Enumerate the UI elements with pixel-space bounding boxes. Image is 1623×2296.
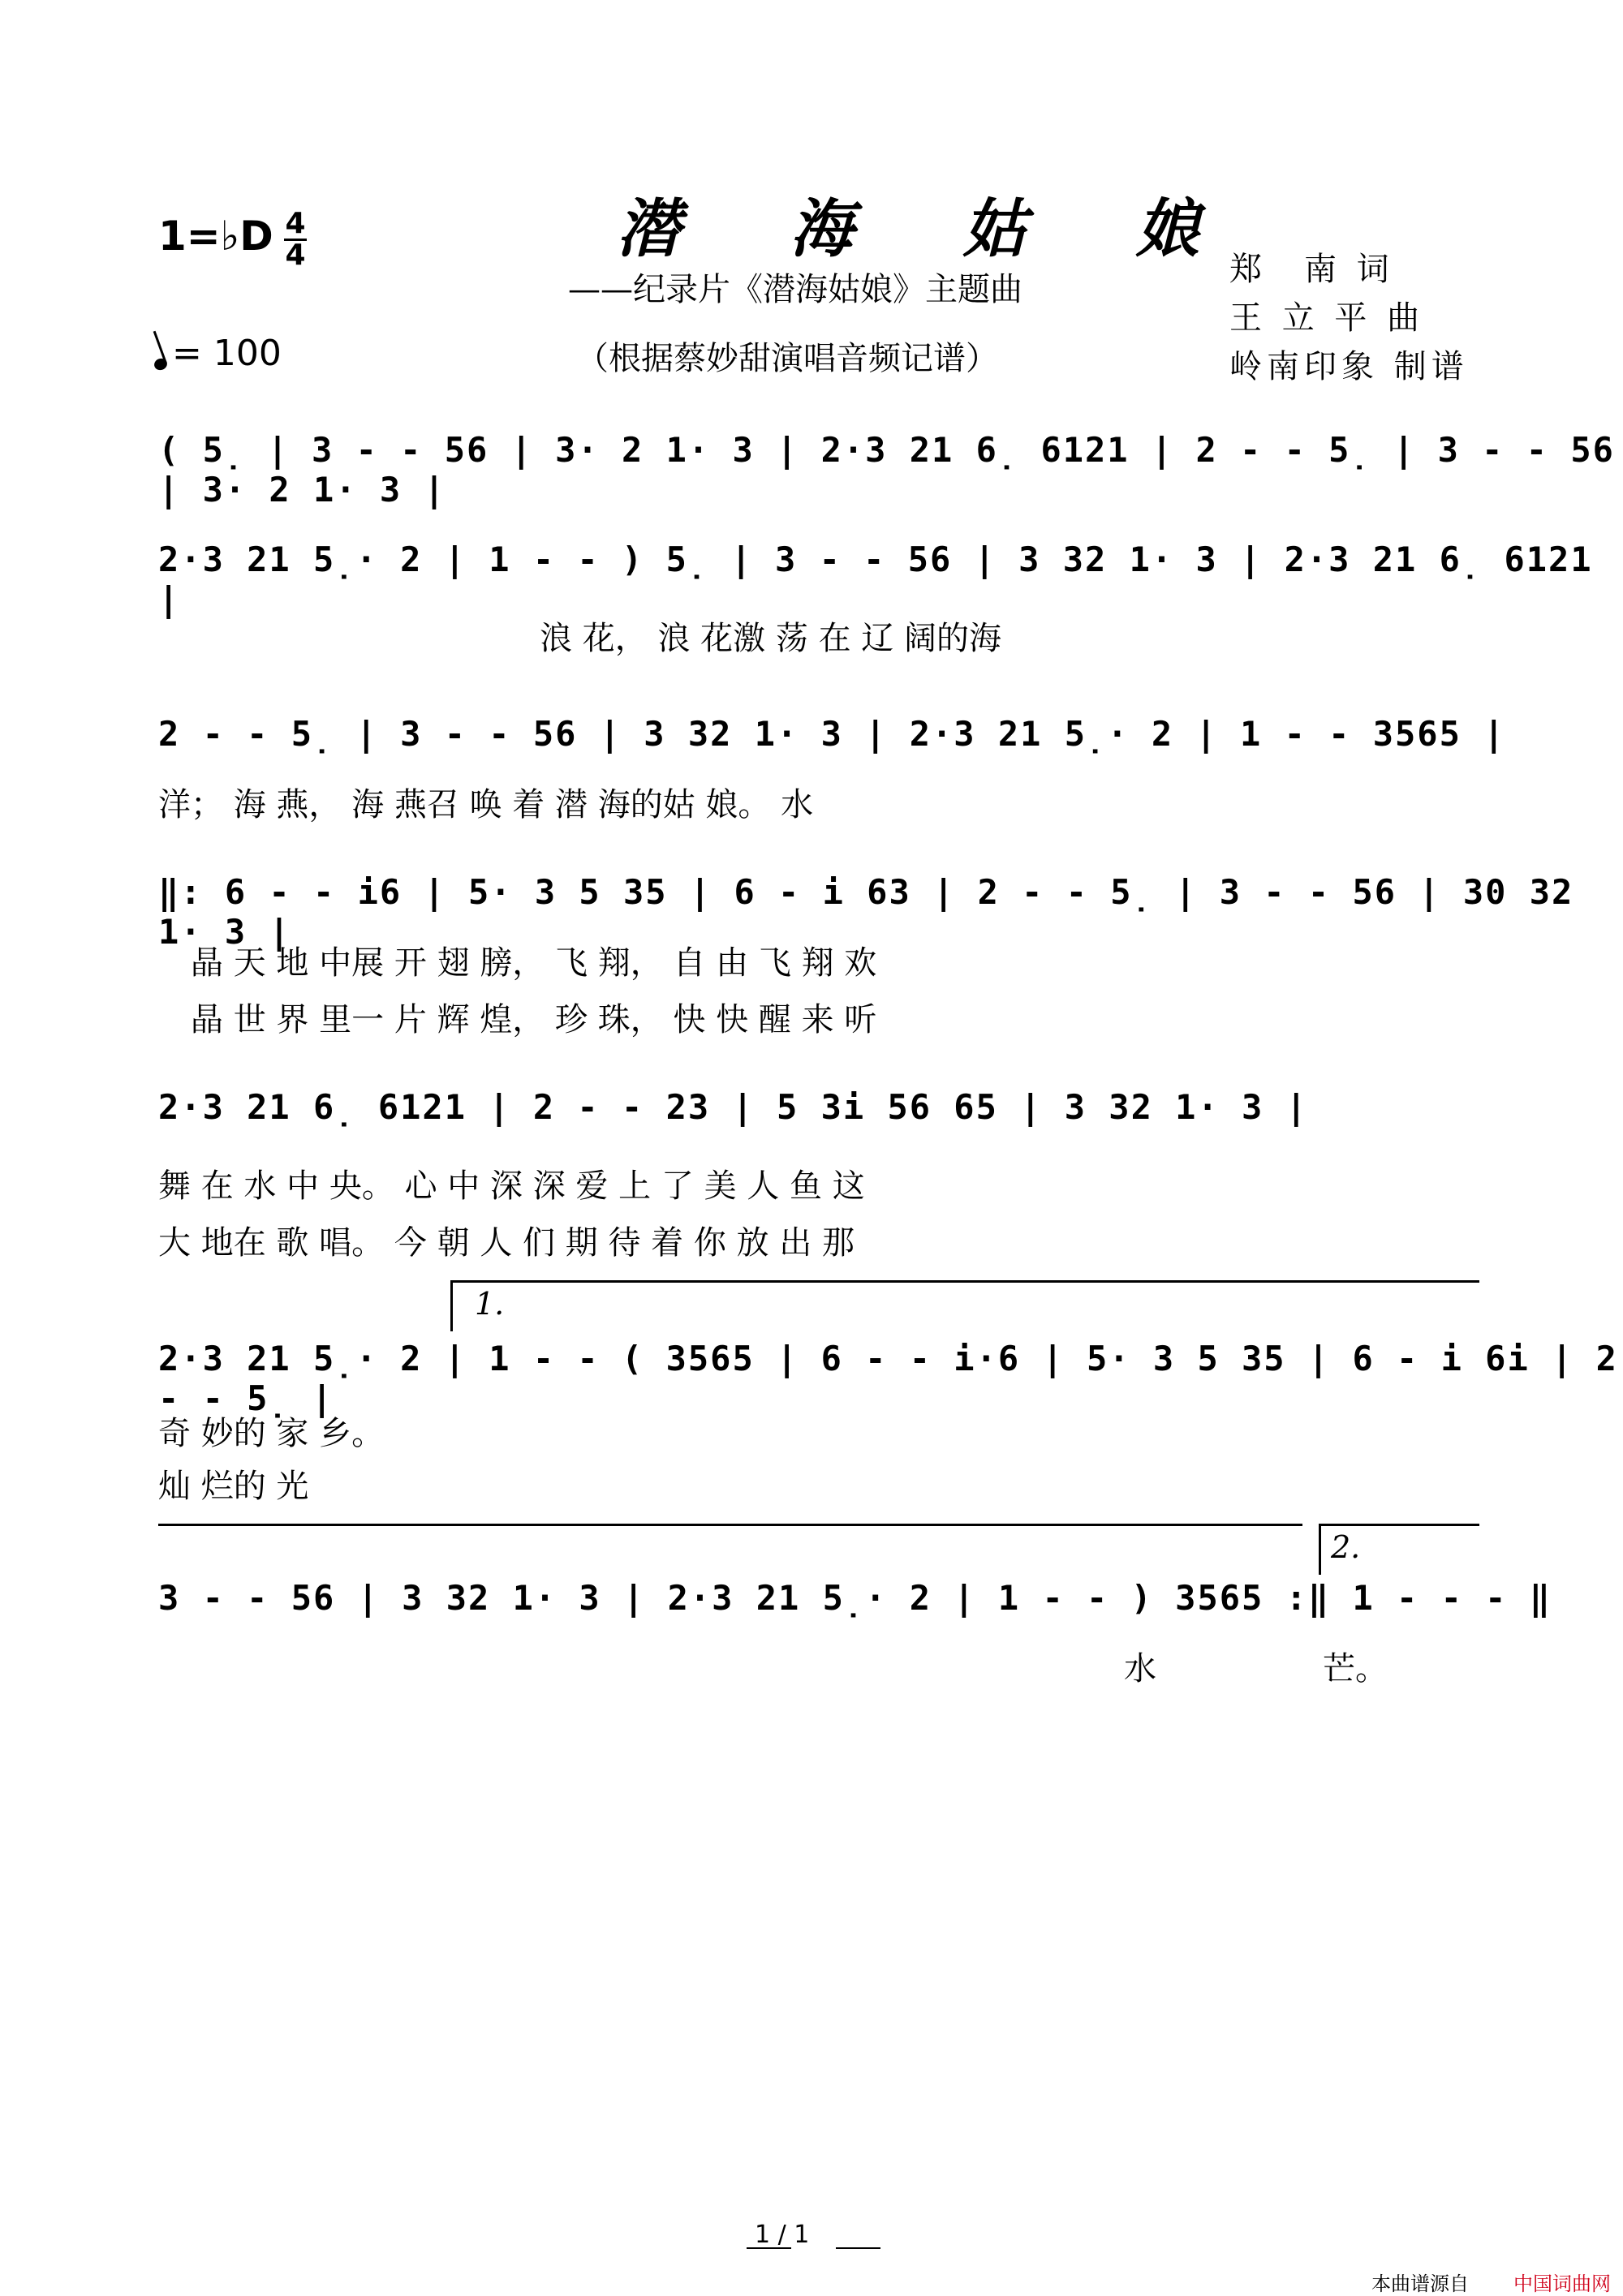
lyric-line-4b: 晶 世 界 里一 片 辉 煌， 珍 珠， 快 快 醒 来 听 bbox=[191, 1001, 877, 1038]
lyric-line-5b: 大 地在 歌 唱。 今 朝 人 们 期 待 着 你 放 出 那 bbox=[158, 1224, 855, 1262]
lyric-line-3: 洋； 海 燕， 海 燕召 唤 着 潜 海的姑 娘。 水 bbox=[158, 786, 814, 823]
staff-line-5: 2·3 21 6̣ 6121 | 2 - - 23 | 5 3i 56 65 | 3 32 1· 3 | bbox=[158, 1087, 1308, 1127]
time-signature-bottom: 4 bbox=[285, 239, 306, 272]
quarter-note-icon bbox=[153, 357, 169, 372]
staff-line-3: 2 - - 5̣ | 3 - - 56 | 3 32 1· 3 | 2·3 21 5̣· 2 | 1 - - 3565 | bbox=[158, 714, 1506, 754]
brand-link[interactable]: 中国词曲网 bbox=[1513, 2272, 1611, 2295]
lyric-line-5a: 舞 在 水 中 央。 心 中 深 深 爱 上 了 美 人 鱼 这 bbox=[158, 1167, 865, 1205]
staff-line-7: 3 - - 56 | 3 32 1· 3 | 2·3 21 5̣· 2 | 1 - - ) 3565 :‖ 1 - - - ‖ bbox=[158, 1578, 1552, 1618]
lyric-line-4a: 晶 天 地 中展 开 翅 膀， 飞 翔， 自 由 飞 翔 欢 bbox=[191, 944, 877, 982]
tempo-value: = 100 bbox=[172, 333, 282, 374]
staff-line-6: 2·3 21 5̣· 2 | 1 - - ( 3565 | 6 - - i·6 | 5· 3 5 35 | 6 - i 6i | 2̇ - - 5̣ | bbox=[158, 1339, 1618, 1418]
time-signature bbox=[284, 209, 307, 270]
first-ending-continuation bbox=[158, 1524, 1302, 1526]
staff-line-4: ‖: 6 - - i6 | 5· 3 5 35 | 6 - i 63 | 2 - - 5̣ | 3 - - 56 | 30 32 1· 3 | bbox=[158, 872, 1574, 952]
lyric-line-6a: 奇 妙的 家 乡。 bbox=[158, 1415, 385, 1452]
composer-credit: 王 立 平 曲 bbox=[1229, 299, 1425, 337]
page-title: 潜 海 姑 娘 bbox=[617, 192, 1243, 266]
lyric-line-7b: 芒。 bbox=[1323, 1650, 1388, 1688]
first-ending-label: 1. bbox=[475, 1286, 505, 1322]
staff-line-1: ( 5̣ | 3 - - 56 | 3· 2 1· 3 | 2·3 21 6̣ 6121 | 2 - - 5̣ | 3 - - 56 | 3· 2 1· 3 | bbox=[158, 430, 1615, 510]
key-signature: 1=♭D bbox=[158, 213, 273, 260]
staff-line-2: 2·3 21 5̣· 2 | 1 - - ) 5̣ | 3 - - 56 | 3 32 1· 3 | 2·3 21 6̣ 6121 | bbox=[158, 540, 1593, 619]
source-label: 本曲谱源自 bbox=[1371, 2272, 1469, 2295]
subtitle: ——纪录片《潜海姑娘》主题曲 bbox=[568, 271, 1022, 308]
lyric-line-6b: 灿 烂的 光 bbox=[158, 1468, 309, 1505]
page-number-line-right bbox=[836, 2247, 880, 2249]
transcription-note: （根据蔡妙甜演唱音频记谱） bbox=[576, 340, 998, 377]
lyricist-credit: 郑 南 词 bbox=[1229, 251, 1394, 288]
arranger-credit: 岭南印象 制谱 bbox=[1229, 348, 1469, 385]
lyric-line-2: 浪 花， 浪 花激 荡 在 辽 阔的海 bbox=[540, 620, 1002, 657]
first-ending-bracket bbox=[450, 1280, 1479, 1331]
tempo-marking bbox=[154, 333, 282, 374]
second-ending-label: 2. bbox=[1331, 1529, 1361, 1565]
time-signature-top: 4 bbox=[285, 207, 306, 240]
lyric-line-7a: 水 bbox=[1124, 1650, 1156, 1688]
page-number: 1 / 1 bbox=[755, 2221, 810, 2249]
